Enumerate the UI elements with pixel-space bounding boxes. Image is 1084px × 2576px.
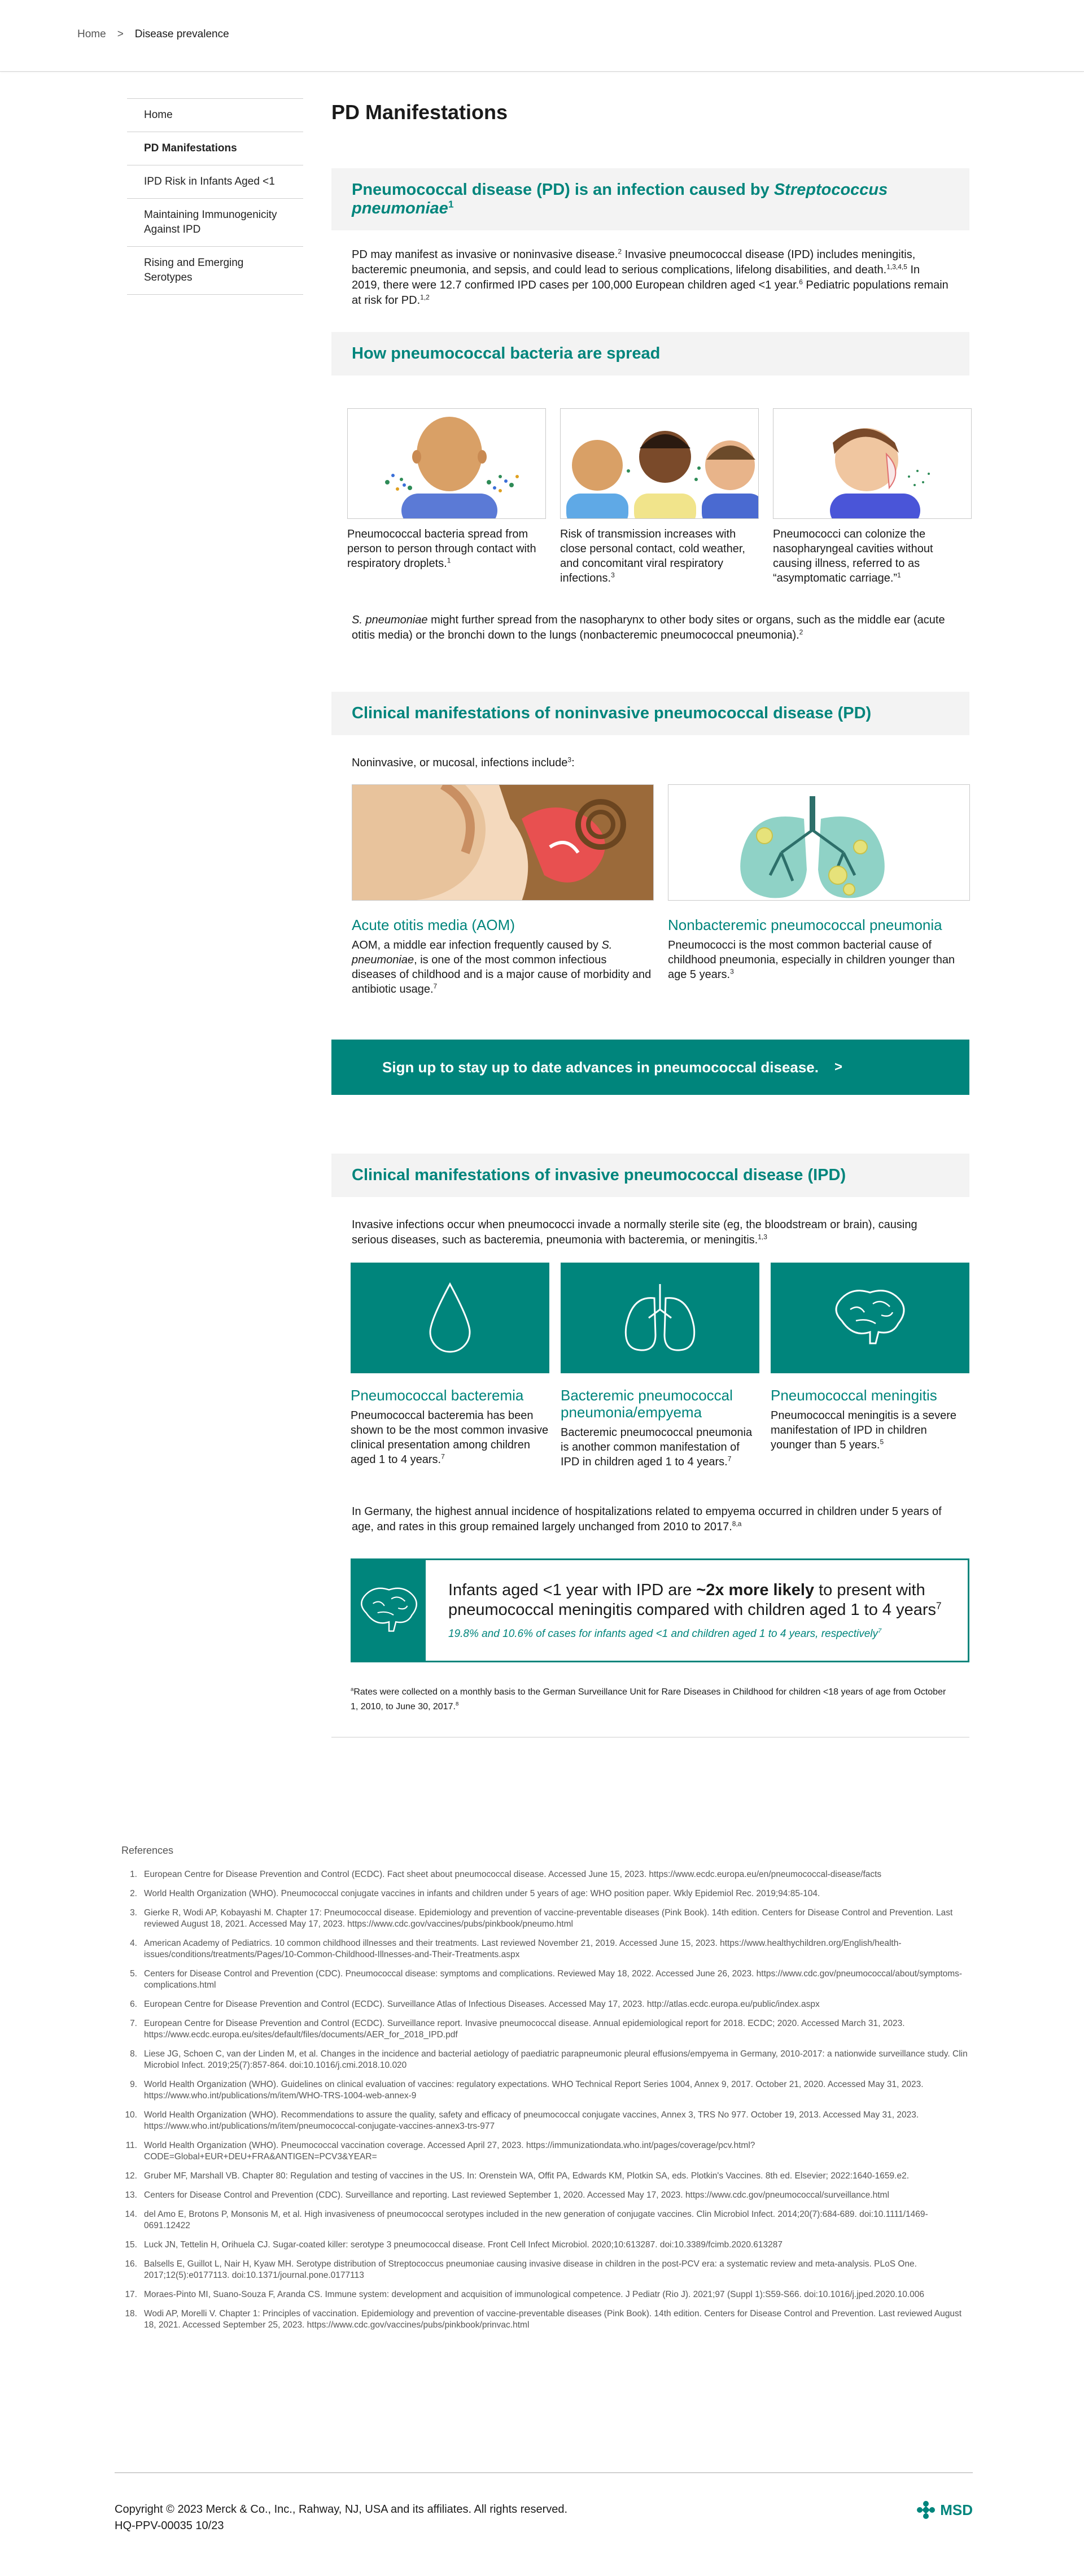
reference-text: Gierke R, Wodi AP, Kobayashi M. Chapter 17: Pneumococcal disease. Epidemiology and prevention of vaccine-preventable diseases (Pink Book). 14th edition. Centers for Disease Control and Prevention. Last reviewed August 18, 2021. Accessed May 17, 2023. https://www.cdc.gov/vaccines/pubs/pinkbook/pneumo.html (144, 1908, 953, 1929)
breadcrumb-home-link[interactable]: Home (77, 28, 106, 40)
reference-text: European Centre for Disease Prevention and Control (ECDC). Surveillance Atlas of Infectious Diseases. Accessed May 17, 2023. http://atlas.ecdc.europa.eu/public/index.aspx (144, 1999, 820, 2009)
reference-item (121, 2110, 974, 2132)
reference-item (121, 1968, 974, 1991)
intro-paragraph (331, 247, 969, 308)
droplet-spread-illustration (347, 408, 546, 519)
bacteremic-pneumonia-title: Bacteremic pneumococcal pneumonia/empyema (561, 1387, 733, 1421)
spread-card (347, 408, 546, 586)
reference-item (121, 1907, 974, 1930)
intro-p1: PD may manifest as invasive or noninvasive disease. (352, 248, 618, 261)
bacteremia-text: Pneumococcal bacteremia has been shown to be the most common invasive clinical presentation among children aged 1 to 4 years.$^7$ (351, 1409, 549, 1466)
reference-number: 9. (130, 2080, 137, 2089)
invasive-lead: Invasive infections occur when pneumococci invade a normally sterile site (eg, the bloodstream or brain), causing serious diseases, such as bacteremia, pneumonia with bacteremia, or meningitis.$^{1,3}$ (352, 1219, 917, 1246)
reference-number: 12. (125, 2171, 137, 2181)
reference-number: 1. (130, 1870, 137, 1879)
bacteremic-pneumonia-text: Bacteremic pneumococcal pneumonia is another common manifestation of IPD in children aged 1 to 4 years.$^7$ (561, 1426, 753, 1468)
lungs-illustration (668, 784, 970, 901)
spread-caption-3: Pneumococci can colonize the nasopharyngeal cavities without causing illness, referred to as “asymptomatic carriage.”$^1$ (773, 528, 933, 584)
reference-number: 3. (130, 1908, 137, 1918)
reference-number: 2. (130, 1889, 137, 1898)
intro-p4: Pediatric populations remain at risk for PD. (352, 279, 948, 307)
lungs-icon (561, 1263, 759, 1373)
germany-paragraph: In Germany, the highest annual incidence of hospitalizations related to empyema occurred in children under 5 years of age, and rates in this group remained largely unchanged from 2010 to 2017.$^{8,a}$ (352, 1505, 942, 1533)
pneumonia-text: Pneumococci is the most common bacterial cause of childhood pneumonia, especially in children younger than age 5 years.$^3$ (668, 939, 955, 981)
chevron-right-icon: > (834, 1059, 842, 1075)
reference-number: 8. (130, 2049, 137, 2059)
spread-card (560, 408, 759, 586)
sidebar-item-pd-manifestations[interactable]: PD Manifestations (127, 132, 303, 165)
reference-item (121, 2140, 974, 2163)
reference-item (121, 1869, 974, 1880)
breadcrumb-separator: > (117, 28, 124, 40)
signup-cta-label: Sign up to stay up to date advances in pneumococcal disease. (382, 1058, 819, 1076)
reference-number: 7. (130, 2019, 137, 2028)
reference-text: Wodi AP, Morelli V. Chapter 1: Principles of vaccination. Epidemiology and prevention of vaccine-preventable diseases (Pink Book). 14th edition. Centers for Disease Control and Prevention. Last reviewed August 18, 2021. Accessed September 25, 2023. https://www.cdc.gov/vaccines/pubs/pinkbook/prinvac.html (144, 2309, 962, 2330)
reference-item (121, 2209, 974, 2232)
reference-item (121, 2018, 974, 2041)
sidebar-item-immunogenicity[interactable]: Maintaining Immunogenicity Against IPD (127, 199, 303, 247)
reference-item (121, 2079, 974, 2102)
bacteremia-title: Pneumococcal bacteremia (351, 1387, 524, 1404)
intro-heading (331, 168, 969, 230)
meningitis-card (771, 1263, 969, 1469)
reference-text: Centers for Disease Control and Prevention (CDC). Surveillance and reporting. Last reviewed September 1, 2020. Accessed May 17, 2023. https://www.cdc.gov/pneumococcal/surveillance.html (144, 2190, 889, 2200)
spread-note: S. pneumoniae might further spread from the nasopharynx to other body sites or organs, such as the middle ear (acute otitis media) or the bronchi down to the lungs (nonbacteremic pneumococcal pneumonia).$^2$ (352, 614, 945, 641)
spread-heading: How pneumococcal bacteria are spread (331, 332, 969, 376)
reference-number: 18. (125, 2309, 137, 2319)
reference-text: Luck JN, Tettelin H, Orihuela CJ. Sugar-coated killer: serotype 3 pneumococcal disease. Front Cell Infect Microbiol. 2020;10:613287. doi:10.3389/fcimb.2020.613287 (144, 2240, 783, 2250)
reference-text: World Health Organization (WHO). Pneumococcal conjugate vaccines in infants and children under 5 years of age: WHO position paper. Wkly Epidemiol Rec. 2019;94:85-104. (144, 1889, 820, 1898)
meningitis-title: Pneumococcal meningitis (771, 1387, 937, 1404)
spread-caption-2: Risk of transmission increases with close personal contact, cold weather, and concomitant viral respiratory infections.$^3$ (560, 528, 745, 584)
reference-number: 15. (125, 2240, 137, 2250)
callout-stat: 19.8% and 10.6% of cases for infants aged <1 and children aged 1 to 4 years, respectively$^7$ (448, 1627, 882, 1640)
bacteremia-card (351, 1263, 549, 1469)
callout-text (426, 1560, 968, 1661)
reference-number: 5. (130, 1969, 137, 1979)
intro-p2-sup: 1,3,4,5 (886, 263, 907, 271)
sidebar-item-home[interactable]: Home (127, 98, 303, 132)
spread-cards (331, 408, 969, 586)
spread-caption-1: Pneumococcal bacteria spread from person to person through contact with respiratory droplets.$^1$ (347, 528, 536, 570)
noninvasive-heading: Clinical manifestations of noninvasive pneumococcal disease (PD) (331, 692, 969, 735)
reference-item (121, 1999, 974, 2010)
reference-text: Moraes-Pinto MI, Suano-Souza F, Aranda CS. Immune system: development and acquisition of immunological competence. J Pediatr (Rio J). 2021;97 (Suppl 1):S59-S66. doi:10.1016/j.jped.2020.10.006 (144, 2290, 924, 2299)
aom-title: Acute otitis media (AOM) (352, 916, 515, 933)
msd-logo-icon (916, 2500, 936, 2520)
main-content (331, 96, 969, 1737)
references-list (121, 1869, 974, 2339)
reference-number: 13. (125, 2190, 137, 2200)
intro-p3-sup: 6 (799, 278, 803, 286)
bacteremic-pneumonia-card (561, 1263, 759, 1469)
brain-icon (352, 1560, 426, 1661)
reference-text: European Centre for Disease Prevention and Control (ECDC). Fact sheet about pneumococcal disease. Accessed June 15, 2023. https://www.ecdc.europa.eu/en/pneumococcal-disease/facts (144, 1870, 882, 1879)
brain-icon (771, 1263, 969, 1373)
middle-ear-illustration (352, 784, 654, 901)
reference-number: 14. (125, 2210, 137, 2219)
reference-item (121, 2289, 974, 2300)
reference-text: World Health Organization (WHO). Pneumococcal vaccination coverage. Accessed April 27, 2023. https://immunizationdata.who.int/pages/coverage/pcv.html?CODE=Global+EUR+DEU+FRA&ANTIGEN=PCV3&YEAR= (144, 2141, 755, 2162)
intro-heading-species: Streptococcus pneumoniae (352, 181, 888, 217)
noninvasive-lead: Noninvasive, or mucosal, infections include$^3$: (352, 756, 575, 769)
nasopharyngeal-carriage-illustration (773, 408, 972, 519)
invasive-heading: Clinical manifestations of invasive pneumococcal disease (IPD) (331, 1154, 969, 1197)
callout-statement: Infants aged <1 year with IPD are ~2x more likely to present with pneumococcal meningitis compared with children aged 1 to 4 years$^7$ (448, 1581, 942, 1619)
reference-text: Liese JG, Schoen C, van der Linden M, et al. Changes in the incidence and bacterial aetiology of paediatric parapneumonic pleural effusions/empyema in Germany, 2010-2017: a nationwide surveillance study. Clin Microbiol Infect. 2019;25(7):857-864. doi:10.1016/j.cmi.2018.10.020 (144, 2049, 968, 2070)
reference-number: 10. (125, 2110, 137, 2120)
intro-p1-sup: 2 (618, 247, 622, 256)
top-bar (0, 0, 1084, 72)
blood-drop-icon (351, 1263, 549, 1373)
intro-p4-sup: 1,2 (420, 293, 430, 302)
sidebar-item-ipd-risk[interactable]: IPD Risk in Infants Aged <1 (127, 165, 303, 199)
reference-number: 11. (125, 2141, 137, 2150)
noninvasive-items (331, 784, 969, 997)
reference-item (121, 1888, 974, 1900)
reference-text: World Health Organization (WHO). Recommendations to assure the quality, safety and efficacy of pneumococcal conjugate vaccines, Annex 3, TRS No 977. October 19, 2013. Accessed May 31, 2023. https://www.who.int/publications/m/item/pneumococcal-conjugate-vaccines-annex3-trs-977 (144, 2110, 919, 2131)
reference-number: 16. (125, 2259, 137, 2269)
page-title: PD Manifestations (331, 101, 508, 124)
spread-card (773, 408, 972, 586)
reference-number: 4. (130, 1938, 137, 1948)
meningitis-text: Pneumococcal meningitis is a severe manifestation of IPD in children younger than 5 years.$^5$ (771, 1409, 957, 1451)
reference-text: World Health Organization (WHO). Guidelines on clinical evaluation of vaccines: regulatory expectations. WHO Technical Report Series 1004, Annex 9, 2017. October 21, 2020. Accessed May 31, 2023. https://www.who.int/publications/m/item/WHO-TRS-1004-web-annex-9 (144, 2080, 924, 2101)
footer (115, 2472, 973, 2534)
msd-logo[interactable] (916, 2500, 973, 2520)
reference-item (121, 2239, 974, 2251)
reference-text: del Amo E, Brotons P, Monsonis M, et al. High invasiveness of pneumococcal serotypes included in the new generation of conjugate vaccines. Clin Microbiol Infect. 2014;20(7):684-689. doi:10.1111/1469-0691.12422 (144, 2210, 928, 2230)
references-title: References (121, 1845, 174, 1856)
aom-text: AOM, a middle ear infection frequently caused by S. pneumoniae, is one of the most common infectious diseases of childhood and is a major cause of morbidity and antibiotic usage.$^7$ (352, 939, 652, 996)
reference-number: 17. (125, 2290, 137, 2299)
reference-text: Centers for Disease Control and Prevention (CDC). Pneumococcal disease: symptoms and complications. Reviewed May 18, 2022. Accessed June 26, 2023. https://www.cdc.gov/pneumococcal/about/symptoms-complications.html (144, 1969, 963, 1990)
germany-footnote: $^a$Rates were collected on a monthly basis to the German Surveillance Unit for Rare Diseases in Childhood for children <18 years of age from October 1, 2010, to June 30, 2017.$^8$ (351, 1686, 946, 1711)
intro-p2: Invasive pneumococcal disease (IPD) includes meningitis, bacteremic pneumonia, and sepsis, and could lead to serious complications, lifelong disabilities, and death. (352, 248, 916, 276)
intro-heading-sup: 1 (448, 198, 454, 210)
reference-item (121, 2049, 974, 2071)
reference-text: Gruber MF, Marshall VB. Chapter 80: Regulation and testing of vaccines in the US. In: Orenstein WA, Offit PA, Edwards KM, Plotkin SA, eds. Plotkin's Vaccines. 8th ed. Elsevier; 2022:1640-1659.e2. (144, 2171, 910, 2181)
aom-card (352, 784, 654, 997)
sidebar-item-serotypes[interactable]: Rising and Emerging Serotypes (127, 247, 303, 295)
breadcrumb-current: Disease prevalence (134, 28, 229, 40)
reference-item (121, 2308, 974, 2331)
reference-text: American Academy of Pediatrics. 10 common childhood illnesses and their treatments. Last reviewed November 21, 2019. Accessed June 15, 2023. https://www.healthychildren.org/English/health-issues/conditions/treatments/Pages/10-Common-Childhood-Illnesses-and-Their-Treatments.aspx (144, 1938, 902, 1959)
msd-logo-text: MSD (940, 2501, 973, 2518)
intro-p3: In 2019, there were 12.7 confirmed IPD cases per 100,000 European children aged <1 year. (352, 264, 920, 291)
document-code: HQ-PPV-00035 10/23 (115, 2520, 224, 2532)
pneumonia-title: Nonbacteremic pneumococcal pneumonia (668, 916, 942, 933)
reference-text: European Centre for Disease Prevention and Control (ECDC). Surveillance report. Invasive pneumococcal disease. Annual epidemiological report for 2018. ECDC; 2020. Accessed March 31, 2023. https://www.ecdc.europa.eu/sites/default/files/documents/AER_for_2018_IPD.pdf (144, 2019, 905, 2040)
reference-text: Balsells E, Guillot L, Nair H, Kyaw MH. Serotype distribution of Streptococcus pneumoniae causing invasive disease in children in the post-PCV era: a systematic review and meta-analysis. PLoS One. 2017;12(5):e0177113. doi:10.1371/journal.pone.0177113 (144, 2259, 917, 2280)
close-contact-illustration (560, 408, 759, 519)
meningitis-callout (351, 1558, 969, 1662)
reference-number: 6. (130, 1999, 137, 2009)
copyright-text: Copyright © 2023 Merck & Co., Inc., Rahway, NJ, USA and its affiliates. All rights reserved. (115, 2503, 568, 2516)
pneumonia-card (668, 784, 970, 997)
sidebar-nav (127, 98, 303, 295)
signup-cta-button[interactable] (331, 1040, 969, 1095)
reference-item (121, 2259, 974, 2281)
reference-item (121, 1938, 974, 1961)
reference-item (121, 2190, 974, 2201)
reference-item (121, 2171, 974, 2182)
invasive-items (331, 1263, 969, 1469)
intro-heading-text: Pneumococcal disease (PD) is an infection caused by (352, 181, 774, 199)
breadcrumb (77, 28, 229, 41)
